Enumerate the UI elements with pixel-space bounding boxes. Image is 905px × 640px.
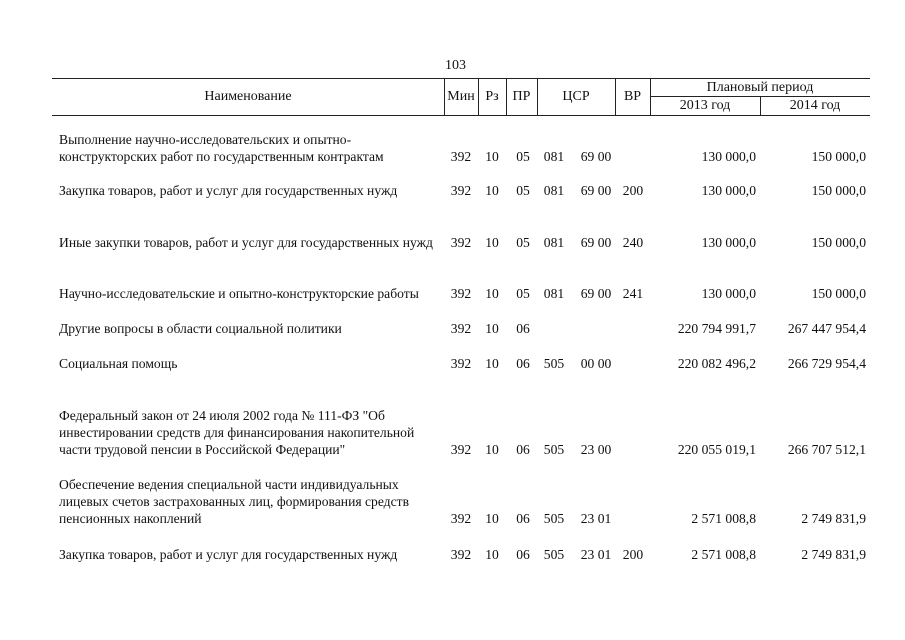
table-row bbox=[52, 354, 870, 372]
row-pr: 05 bbox=[516, 149, 530, 164]
row-min: 392 bbox=[450, 511, 472, 526]
table-row bbox=[52, 319, 870, 337]
header-year-2013: 2013 год bbox=[679, 97, 731, 113]
row-value-2013: 220 082 496,2 bbox=[677, 356, 756, 371]
table-row bbox=[52, 545, 870, 563]
row-name: Научно-исследовательские и опытно-конструкторские работы bbox=[59, 286, 419, 301]
row-csr-part2: 23 00 bbox=[580, 442, 612, 457]
table-row bbox=[52, 475, 870, 527]
row-pr: 06 bbox=[516, 321, 530, 336]
row-pr: 05 bbox=[516, 235, 530, 250]
row-csr-part2: 69 00 bbox=[580, 149, 612, 164]
row-value-2013: 220 794 991,7 bbox=[677, 321, 756, 336]
header-csr: ЦСР bbox=[562, 89, 590, 104]
table-header bbox=[52, 78, 870, 116]
row-min: 392 bbox=[450, 286, 472, 301]
row-min: 392 bbox=[450, 235, 472, 250]
row-csr-part1: 081 bbox=[543, 286, 565, 301]
row-name: Социальная помощь bbox=[59, 356, 178, 371]
row-value-2014: 150 000,0 bbox=[811, 235, 866, 250]
row-csr-part1: 081 bbox=[543, 149, 565, 164]
row-value-2013: 130 000,0 bbox=[701, 149, 756, 164]
row-value-2013: 130 000,0 bbox=[701, 235, 756, 250]
row-pr: 06 bbox=[516, 442, 530, 457]
row-pr: 05 bbox=[516, 183, 530, 198]
row-min: 392 bbox=[450, 183, 472, 198]
row-csr-part1: 505 bbox=[543, 356, 565, 371]
row-name: Выполнение научно-исследовательских и опытно-конструкторских работ по государственным контрактам bbox=[59, 132, 384, 164]
header-min: Мин bbox=[447, 89, 475, 104]
row-rz: 10 bbox=[485, 442, 499, 457]
row-min: 392 bbox=[450, 442, 472, 457]
row-value-2013: 2 571 008,8 bbox=[691, 547, 756, 562]
row-value-2014: 2 749 831,9 bbox=[801, 547, 866, 562]
row-vr: 200 bbox=[622, 547, 644, 562]
row-value-2014: 150 000,0 bbox=[811, 149, 866, 164]
header-planned-period: Плановый период bbox=[650, 79, 870, 97]
row-value-2014: 150 000,0 bbox=[811, 286, 866, 301]
row-pr: 06 bbox=[516, 356, 530, 371]
table-row bbox=[52, 216, 870, 251]
row-csr-part2: 23 01 bbox=[580, 511, 612, 526]
header-pr: ПР bbox=[512, 89, 531, 104]
row-value-2013: 220 055 019,1 bbox=[677, 442, 756, 457]
row-rz: 10 bbox=[485, 286, 499, 301]
row-csr-part1: 505 bbox=[543, 547, 565, 562]
row-rz: 10 bbox=[485, 321, 499, 336]
row-vr: 200 bbox=[622, 183, 644, 198]
row-csr-part1: 081 bbox=[543, 183, 565, 198]
row-csr-part2: 23 01 bbox=[580, 547, 612, 562]
row-csr-part1: 081 bbox=[543, 235, 565, 250]
row-min: 392 bbox=[450, 547, 472, 562]
table-row bbox=[52, 267, 870, 302]
row-name: Другие вопросы в области социальной политики bbox=[59, 321, 342, 336]
row-rz: 10 bbox=[485, 183, 499, 198]
row-csr-part2: 69 00 bbox=[580, 183, 612, 198]
row-value-2014: 150 000,0 bbox=[811, 183, 866, 198]
row-value-2014: 267 447 954,4 bbox=[787, 321, 866, 336]
row-min: 392 bbox=[450, 356, 472, 371]
row-csr-part2: 69 00 bbox=[580, 286, 612, 301]
row-value-2013: 130 000,0 bbox=[701, 183, 756, 198]
row-min: 392 bbox=[450, 149, 472, 164]
row-vr: 241 bbox=[622, 286, 644, 301]
row-rz: 10 bbox=[485, 511, 499, 526]
row-csr-part2: 00 00 bbox=[580, 356, 612, 371]
table-row bbox=[52, 389, 870, 458]
header-year-2014: 2014 год bbox=[789, 97, 841, 113]
row-pr: 06 bbox=[516, 511, 530, 526]
row-pr: 06 bbox=[516, 547, 530, 562]
row-csr-part2: 69 00 bbox=[580, 235, 612, 250]
row-name: Закупка товаров, работ и услуг для государственных нужд bbox=[59, 547, 398, 562]
row-rz: 10 bbox=[485, 356, 499, 371]
row-value-2014: 266 729 954,4 bbox=[787, 356, 866, 371]
page-number: 103 bbox=[445, 58, 466, 73]
row-rz: 10 bbox=[485, 149, 499, 164]
row-csr-part1: 505 bbox=[543, 511, 565, 526]
row-name: Иные закупки товаров, работ и услуг для государственных нужд bbox=[59, 235, 433, 250]
table-row bbox=[52, 181, 870, 199]
row-vr: 240 bbox=[622, 235, 644, 250]
row-name: Обеспечение ведения специальной части индивидуальных лицевых счетов застрахованных лиц, формирования средств пенсионных накоплений bbox=[59, 477, 409, 526]
row-value-2013: 2 571 008,8 bbox=[691, 511, 756, 526]
header-vr: ВР bbox=[623, 89, 642, 104]
row-value-2014: 266 707 512,1 bbox=[787, 442, 866, 457]
table-row bbox=[52, 130, 870, 165]
row-rz: 10 bbox=[485, 235, 499, 250]
row-value-2013: 130 000,0 bbox=[701, 286, 756, 301]
row-rz: 10 bbox=[485, 547, 499, 562]
row-value-2014: 2 749 831,9 bbox=[801, 511, 866, 526]
row-name: Федеральный закон от 24 июля 2002 года № 111-ФЗ "Об инвестировании средств для финансирования накопительной части трудовой пенсии в Российской Федерации" bbox=[59, 408, 415, 457]
row-name: Закупка товаров, работ и услуг для государственных нужд bbox=[59, 183, 398, 198]
header-name: Наименование bbox=[204, 89, 292, 104]
row-pr: 05 bbox=[516, 286, 530, 301]
header-rz: Рз bbox=[485, 89, 499, 104]
row-csr-part1: 505 bbox=[543, 442, 565, 457]
row-min: 392 bbox=[450, 321, 472, 336]
